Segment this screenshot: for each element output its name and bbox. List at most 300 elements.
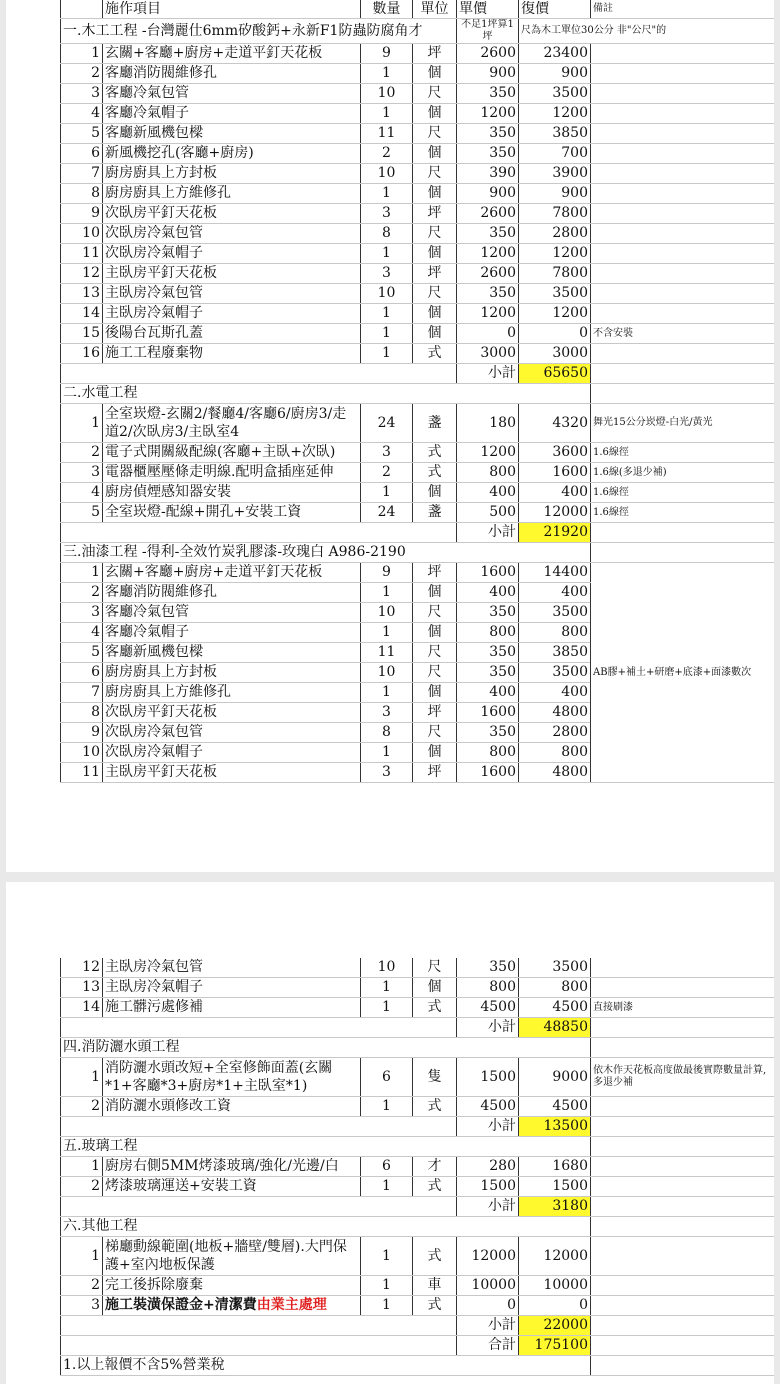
header-note: 備註: [591, 0, 775, 19]
item-qty: 1: [361, 244, 413, 264]
item-name: 主臥房平釘天花板: [103, 763, 361, 783]
item-name: 次臥房平釘天花板: [103, 703, 361, 723]
item-note: 不含安裝: [591, 324, 775, 344]
item-name: 主臥房平釘天花板: [103, 264, 361, 284]
item-price: 350: [457, 144, 519, 164]
item-name: 施工髒污處修補: [103, 998, 361, 1018]
item-total: 3850: [519, 124, 591, 144]
item-name: 主臥房冷氣帽子: [103, 304, 361, 324]
item-unit: 尺: [413, 603, 457, 623]
item-price: 390: [457, 164, 519, 184]
table-row: [61, 324, 775, 344]
table-row: [61, 958, 775, 978]
footer-note: 1.以上報價不含5%營業稅: [61, 1356, 591, 1376]
note-cell: [591, 1217, 775, 1237]
item-note: [591, 84, 775, 104]
item-unit: 坪: [413, 204, 457, 224]
item-note: [591, 44, 775, 64]
subtotal-row: [61, 1117, 775, 1137]
subtotal-value: 65650: [519, 364, 591, 384]
item-unit: 尺: [413, 958, 457, 978]
subtotal-value: 21920: [519, 523, 591, 543]
item-total: 10000: [519, 1276, 591, 1296]
item-name: 玄關+客廳+廚房+走道平釘天花板: [103, 563, 361, 583]
item-qty: 10: [361, 84, 413, 104]
item-price: 350: [457, 224, 519, 244]
item-name: 消防灑水頭改短+全室修飾面蓋(玄關*1+客廳*3+廚房*1+主臥室*1): [103, 1058, 361, 1097]
subtotal-value: 48850: [519, 1018, 591, 1038]
item-number: 2: [61, 1097, 103, 1117]
item-number: 2: [61, 1177, 103, 1197]
subtotal-value: 22000: [519, 1316, 591, 1336]
item-total: 4800: [519, 763, 591, 783]
item-price: 800: [457, 623, 519, 643]
item-price: 0: [457, 1296, 519, 1316]
item-price: 350: [457, 643, 519, 663]
item-unit: 坪: [413, 763, 457, 783]
item-qty: 1: [361, 304, 413, 324]
item-unit: 個: [413, 683, 457, 703]
subtotal-row: [61, 523, 775, 543]
item-qty: 10: [361, 603, 413, 623]
item-price: 3000: [457, 344, 519, 364]
item-price: 2600: [457, 204, 519, 224]
item-note: 1.6線(多退少補): [591, 463, 775, 483]
item-price: 1200: [457, 304, 519, 324]
item-total: 9000: [519, 1058, 591, 1097]
item-number: 2: [61, 1276, 103, 1296]
subtotal-label: 小計: [457, 1117, 519, 1137]
item-price: 1600: [457, 763, 519, 783]
section-title-row: [61, 543, 775, 563]
item-name: [103, 1296, 361, 1316]
subtotal-label: 小計: [457, 364, 519, 384]
item-qty: 1: [361, 104, 413, 124]
item-unit: 式: [413, 463, 457, 483]
subtotal-row: [61, 1018, 775, 1038]
item-total: 1200: [519, 244, 591, 264]
item-qty: 3: [361, 443, 413, 463]
item-price: 1200: [457, 244, 519, 264]
item-total: 4500: [519, 1097, 591, 1117]
item-name: 客廳冷氣包管: [103, 84, 361, 104]
item-price: 180: [457, 404, 519, 443]
item-price: 500: [457, 503, 519, 523]
item-note: [591, 124, 775, 144]
item-price: 900: [457, 184, 519, 204]
item-price: 1600: [457, 563, 519, 583]
blank-cell: [61, 1197, 457, 1217]
item-price: 350: [457, 124, 519, 144]
item-note: 依木作天花板高度做最後實際數量計算,多退少補: [591, 1058, 775, 1097]
table-row: [61, 144, 775, 164]
item-total: 900: [519, 184, 591, 204]
item-number: 1: [61, 404, 103, 443]
table-row: [61, 1237, 775, 1276]
item-qty: 1: [361, 1237, 413, 1276]
item-qty: 1: [361, 683, 413, 703]
item-qty: 24: [361, 503, 413, 523]
section-title-row: [61, 1217, 775, 1237]
item-qty: 10: [361, 663, 413, 683]
item-number: 6: [61, 144, 103, 164]
table-row: [61, 1296, 775, 1316]
item-price: 350: [457, 723, 519, 743]
header-item: 施作項目: [103, 0, 361, 19]
item-note: [591, 104, 775, 124]
grand-total-value: 175100: [519, 1336, 591, 1356]
subtotal-label: 小計: [457, 1018, 519, 1038]
item-unit: 個: [413, 104, 457, 124]
item-unit: 個: [413, 244, 457, 264]
item-name: 主臥房冷氣包管: [103, 958, 361, 978]
item-price: 350: [457, 958, 519, 978]
item-total: 4500: [519, 998, 591, 1018]
item-note: [591, 1097, 775, 1117]
item-qty: 2: [361, 463, 413, 483]
item-price: 350: [457, 603, 519, 623]
item-price: 2600: [457, 264, 519, 284]
blank-cell: [61, 1117, 457, 1137]
item-total: 800: [519, 623, 591, 643]
item-qty: 2: [361, 144, 413, 164]
item-qty: 11: [361, 643, 413, 663]
table-row: [61, 483, 775, 503]
item-unit: 尺: [413, 124, 457, 144]
item-name: 次臥房冷氣帽子: [103, 743, 361, 763]
table-row: [61, 164, 775, 184]
item-number: 3: [61, 84, 103, 104]
item-note: [591, 1177, 775, 1197]
item-unit: 尺: [413, 164, 457, 184]
item-total: 400: [519, 483, 591, 503]
item-unit: 坪: [413, 264, 457, 284]
table-row: [61, 1276, 775, 1296]
item-note: [591, 284, 775, 304]
item-unit: 個: [413, 184, 457, 204]
item-total: 1680: [519, 1157, 591, 1177]
item-price: 800: [457, 463, 519, 483]
item-unit: 個: [413, 324, 457, 344]
section-title: 五.玻璃工程: [61, 1137, 591, 1157]
quote-table-page-1: [60, 0, 774, 783]
item-qty: 1: [361, 64, 413, 84]
note-cell: [591, 1038, 775, 1058]
owner-handles-label: 由業主處理: [256, 1297, 327, 1313]
item-note: [591, 304, 775, 324]
item-name: 全室崁燈-玄關2/餐廳4/客廳6/廚房3/走道2/次臥房3/主臥室4: [103, 404, 361, 443]
table-row: [61, 404, 775, 443]
table-row: [61, 344, 775, 364]
item-name: 廚房右側5MM烤漆玻璃/強化/光邊/白: [103, 1157, 361, 1177]
item-price: 400: [457, 583, 519, 603]
item-total: 3500: [519, 284, 591, 304]
table-row: [61, 998, 775, 1018]
item-number: 8: [61, 703, 103, 723]
section-title: 六.其他工程: [61, 1217, 591, 1237]
section-title-row: [61, 19, 775, 44]
item-total: 800: [519, 978, 591, 998]
item-note: 1.6線徑: [591, 503, 775, 523]
item-note: 1.6線徑: [591, 483, 775, 503]
item-note: [591, 224, 775, 244]
item-note: 舞光15公分崁燈-白光/黃光: [591, 404, 775, 443]
item-unit: 隻: [413, 1058, 457, 1097]
item-name: 客廳消防閥維修孔: [103, 64, 361, 84]
table-row: [61, 204, 775, 224]
item-number: 6: [61, 663, 103, 683]
note-cell: [591, 1336, 775, 1356]
item-unit: 車: [413, 1276, 457, 1296]
item-price: 350: [457, 84, 519, 104]
item-total: 4320: [519, 404, 591, 443]
item-total: 3000: [519, 344, 591, 364]
item-name: 電器櫃壓壓條走明線.配明盒插座延伸: [103, 463, 361, 483]
item-total: 0: [519, 324, 591, 344]
item-note: [591, 244, 775, 264]
header-price: 單價: [457, 0, 519, 19]
item-name: 廚房廚具上方封板: [103, 663, 361, 683]
item-number: 9: [61, 204, 103, 224]
item-note: [591, 64, 775, 84]
header-qty: 數量: [361, 0, 413, 19]
note-cell: [591, 1356, 775, 1376]
item-qty: 3: [361, 264, 413, 284]
table-row: [61, 563, 775, 583]
header-blank: [61, 0, 103, 19]
item-note: [591, 264, 775, 284]
item-price: 350: [457, 663, 519, 683]
item-total: 800: [519, 743, 591, 763]
item-total: 900: [519, 64, 591, 84]
item-note: [591, 1296, 775, 1316]
item-name: 次臥房平釘天花板: [103, 204, 361, 224]
table-row: [61, 978, 775, 998]
item-name: 完工後拆除廢棄: [103, 1276, 361, 1296]
item-note: 直接刷漆: [591, 998, 775, 1018]
item-name: 施工工程廢棄物: [103, 344, 361, 364]
item-number: 3: [61, 603, 103, 623]
item-qty: 10: [361, 164, 413, 184]
item-number: 14: [61, 998, 103, 1018]
header-total: 復價: [519, 0, 591, 19]
item-price: 800: [457, 978, 519, 998]
table-row: [61, 463, 775, 483]
item-qty: 1: [361, 184, 413, 204]
item-total: 2800: [519, 723, 591, 743]
item-unit: 式: [413, 998, 457, 1018]
item-qty: 9: [361, 563, 413, 583]
item-total: 12000: [519, 503, 591, 523]
item-number: 5: [61, 643, 103, 663]
item-number: 3: [61, 463, 103, 483]
item-number: 1: [61, 1237, 103, 1276]
item-unit: 盞: [413, 503, 457, 523]
subtotal-value: 3180: [519, 1197, 591, 1217]
item-qty: 8: [361, 224, 413, 244]
table-header-row: [61, 0, 775, 19]
blank-cell: [61, 1018, 457, 1038]
item-price: 1500: [457, 1177, 519, 1197]
table-row: [61, 1058, 775, 1097]
item-number: 11: [61, 763, 103, 783]
item-note: 1.6線徑: [591, 443, 775, 463]
item-total: 3850: [519, 643, 591, 663]
item-note: [591, 978, 775, 998]
item-qty: 1: [361, 1296, 413, 1316]
note-cell: [591, 1316, 775, 1336]
note-cell: [591, 1197, 775, 1217]
item-number: 13: [61, 284, 103, 304]
item-qty: 3: [361, 703, 413, 723]
item-qty: 3: [361, 204, 413, 224]
note-cell: [591, 364, 775, 384]
item-unit: 尺: [413, 224, 457, 244]
item-unit: 式: [413, 1177, 457, 1197]
item-price: 350: [457, 284, 519, 304]
item-unit: 尺: [413, 643, 457, 663]
table-row: [61, 284, 775, 304]
item-qty: 1: [361, 623, 413, 643]
item-note: [591, 344, 775, 364]
item-total: 3500: [519, 603, 591, 623]
item-note: [591, 184, 775, 204]
section-title: 二.水電工程: [61, 384, 591, 404]
table-row: [61, 184, 775, 204]
item-name: 廚房偵煙感知器安裝: [103, 483, 361, 503]
item-note: [591, 204, 775, 224]
item-total: 2800: [519, 224, 591, 244]
grand-total-label: 合計: [457, 1336, 519, 1356]
item-qty: 1: [361, 1276, 413, 1296]
item-unit: 個: [413, 583, 457, 603]
item-price: 400: [457, 683, 519, 703]
item-total: 23400: [519, 44, 591, 64]
item-name: 次臥房冷氣包管: [103, 224, 361, 244]
item-name: 廚房廚具上方維修孔: [103, 683, 361, 703]
table-row: [61, 1177, 775, 1197]
item-qty: 1: [361, 978, 413, 998]
blank-cell: [61, 1316, 457, 1336]
item-qty: 1: [361, 1177, 413, 1197]
table-row: [61, 44, 775, 64]
section-title: 三.油漆工程 -得利-全效竹炭乳膠漆-玫瑰白 A986-2190: [61, 543, 591, 563]
item-total: 3600: [519, 443, 591, 463]
item-total: 1500: [519, 1177, 591, 1197]
item-unit: 坪: [413, 703, 457, 723]
item-note: [591, 164, 775, 184]
quote-table-page-2: [60, 958, 774, 1376]
section-title-row: [61, 384, 775, 404]
header-unit: 單位: [413, 0, 457, 19]
item-name: 廚房廚具上方維修孔: [103, 184, 361, 204]
item-number: 1: [61, 1058, 103, 1097]
item-name: 電子式開關級配線(客廳+主臥+次臥): [103, 443, 361, 463]
item-price: 2600: [457, 44, 519, 64]
item-total: 12000: [519, 1237, 591, 1276]
subtotal-label: 小計: [457, 1197, 519, 1217]
item-name: 次臥房冷氣帽子: [103, 244, 361, 264]
item-number: 12: [61, 958, 103, 978]
item-unit: 尺: [413, 723, 457, 743]
item-number: 8: [61, 184, 103, 204]
item-unit: 個: [413, 623, 457, 643]
item-unit: 坪: [413, 563, 457, 583]
item-number: 7: [61, 683, 103, 703]
deposit-label: 施工裝潢保證金+清潔費: [105, 1297, 257, 1313]
item-number: 12: [61, 264, 103, 284]
item-unit: 盞: [413, 404, 457, 443]
subtotal-label: 小計: [457, 523, 519, 543]
table-row: [61, 1097, 775, 1117]
item-unit: 個: [413, 304, 457, 324]
item-number: 13: [61, 978, 103, 998]
item-name: 客廳冷氣帽子: [103, 623, 361, 643]
item-name: 新風機挖孔(客廳+廚房): [103, 144, 361, 164]
blank-cell: [61, 364, 457, 384]
item-price: 10000: [457, 1276, 519, 1296]
item-name: 消防灑水頭修改工資: [103, 1097, 361, 1117]
note-cell: [591, 384, 775, 404]
item-unit: 個: [413, 64, 457, 84]
blank-cell: [61, 523, 457, 543]
item-total: 1600: [519, 463, 591, 483]
item-total: 700: [519, 144, 591, 164]
note-cell: [591, 543, 775, 563]
item-price: 4500: [457, 998, 519, 1018]
table-row: [61, 503, 775, 523]
item-number: 16: [61, 344, 103, 364]
item-name: 梯廳動線範圍(地板+牆壁/雙層).大門保護+室內地板保護: [103, 1237, 361, 1276]
item-note: [591, 958, 775, 978]
item-total: 4800: [519, 703, 591, 723]
item-number: 3: [61, 1296, 103, 1316]
item-qty: 1: [361, 998, 413, 1018]
footer-row: [61, 1356, 775, 1376]
table-row: [61, 224, 775, 244]
item-qty: 6: [361, 1157, 413, 1177]
item-total: 3500: [519, 84, 591, 104]
item-unit: 個: [413, 978, 457, 998]
table-row: [61, 443, 775, 463]
item-number: 4: [61, 623, 103, 643]
table-row: [61, 1157, 775, 1177]
item-total: 1200: [519, 304, 591, 324]
item-number: 10: [61, 743, 103, 763]
item-unit: 個: [413, 144, 457, 164]
table-row: [61, 104, 775, 124]
item-price: 12000: [457, 1237, 519, 1276]
item-unit: 才: [413, 1157, 457, 1177]
item-number: 1: [61, 1157, 103, 1177]
item-number: 2: [61, 443, 103, 463]
item-name: 客廳消防閥維修孔: [103, 583, 361, 603]
item-qty: 11: [361, 124, 413, 144]
item-name: 客廳新風機包樑: [103, 124, 361, 144]
section-title-row: [61, 1137, 775, 1157]
item-number: 7: [61, 164, 103, 184]
item-number: 2: [61, 64, 103, 84]
table-row: [61, 264, 775, 284]
item-qty: 1: [361, 1097, 413, 1117]
item-unit: 坪: [413, 44, 457, 64]
item-number: 1: [61, 563, 103, 583]
item-number: 1: [61, 44, 103, 64]
item-price: 900: [457, 64, 519, 84]
item-qty: 8: [361, 723, 413, 743]
item-qty: 24: [361, 404, 413, 443]
item-price: 4500: [457, 1097, 519, 1117]
